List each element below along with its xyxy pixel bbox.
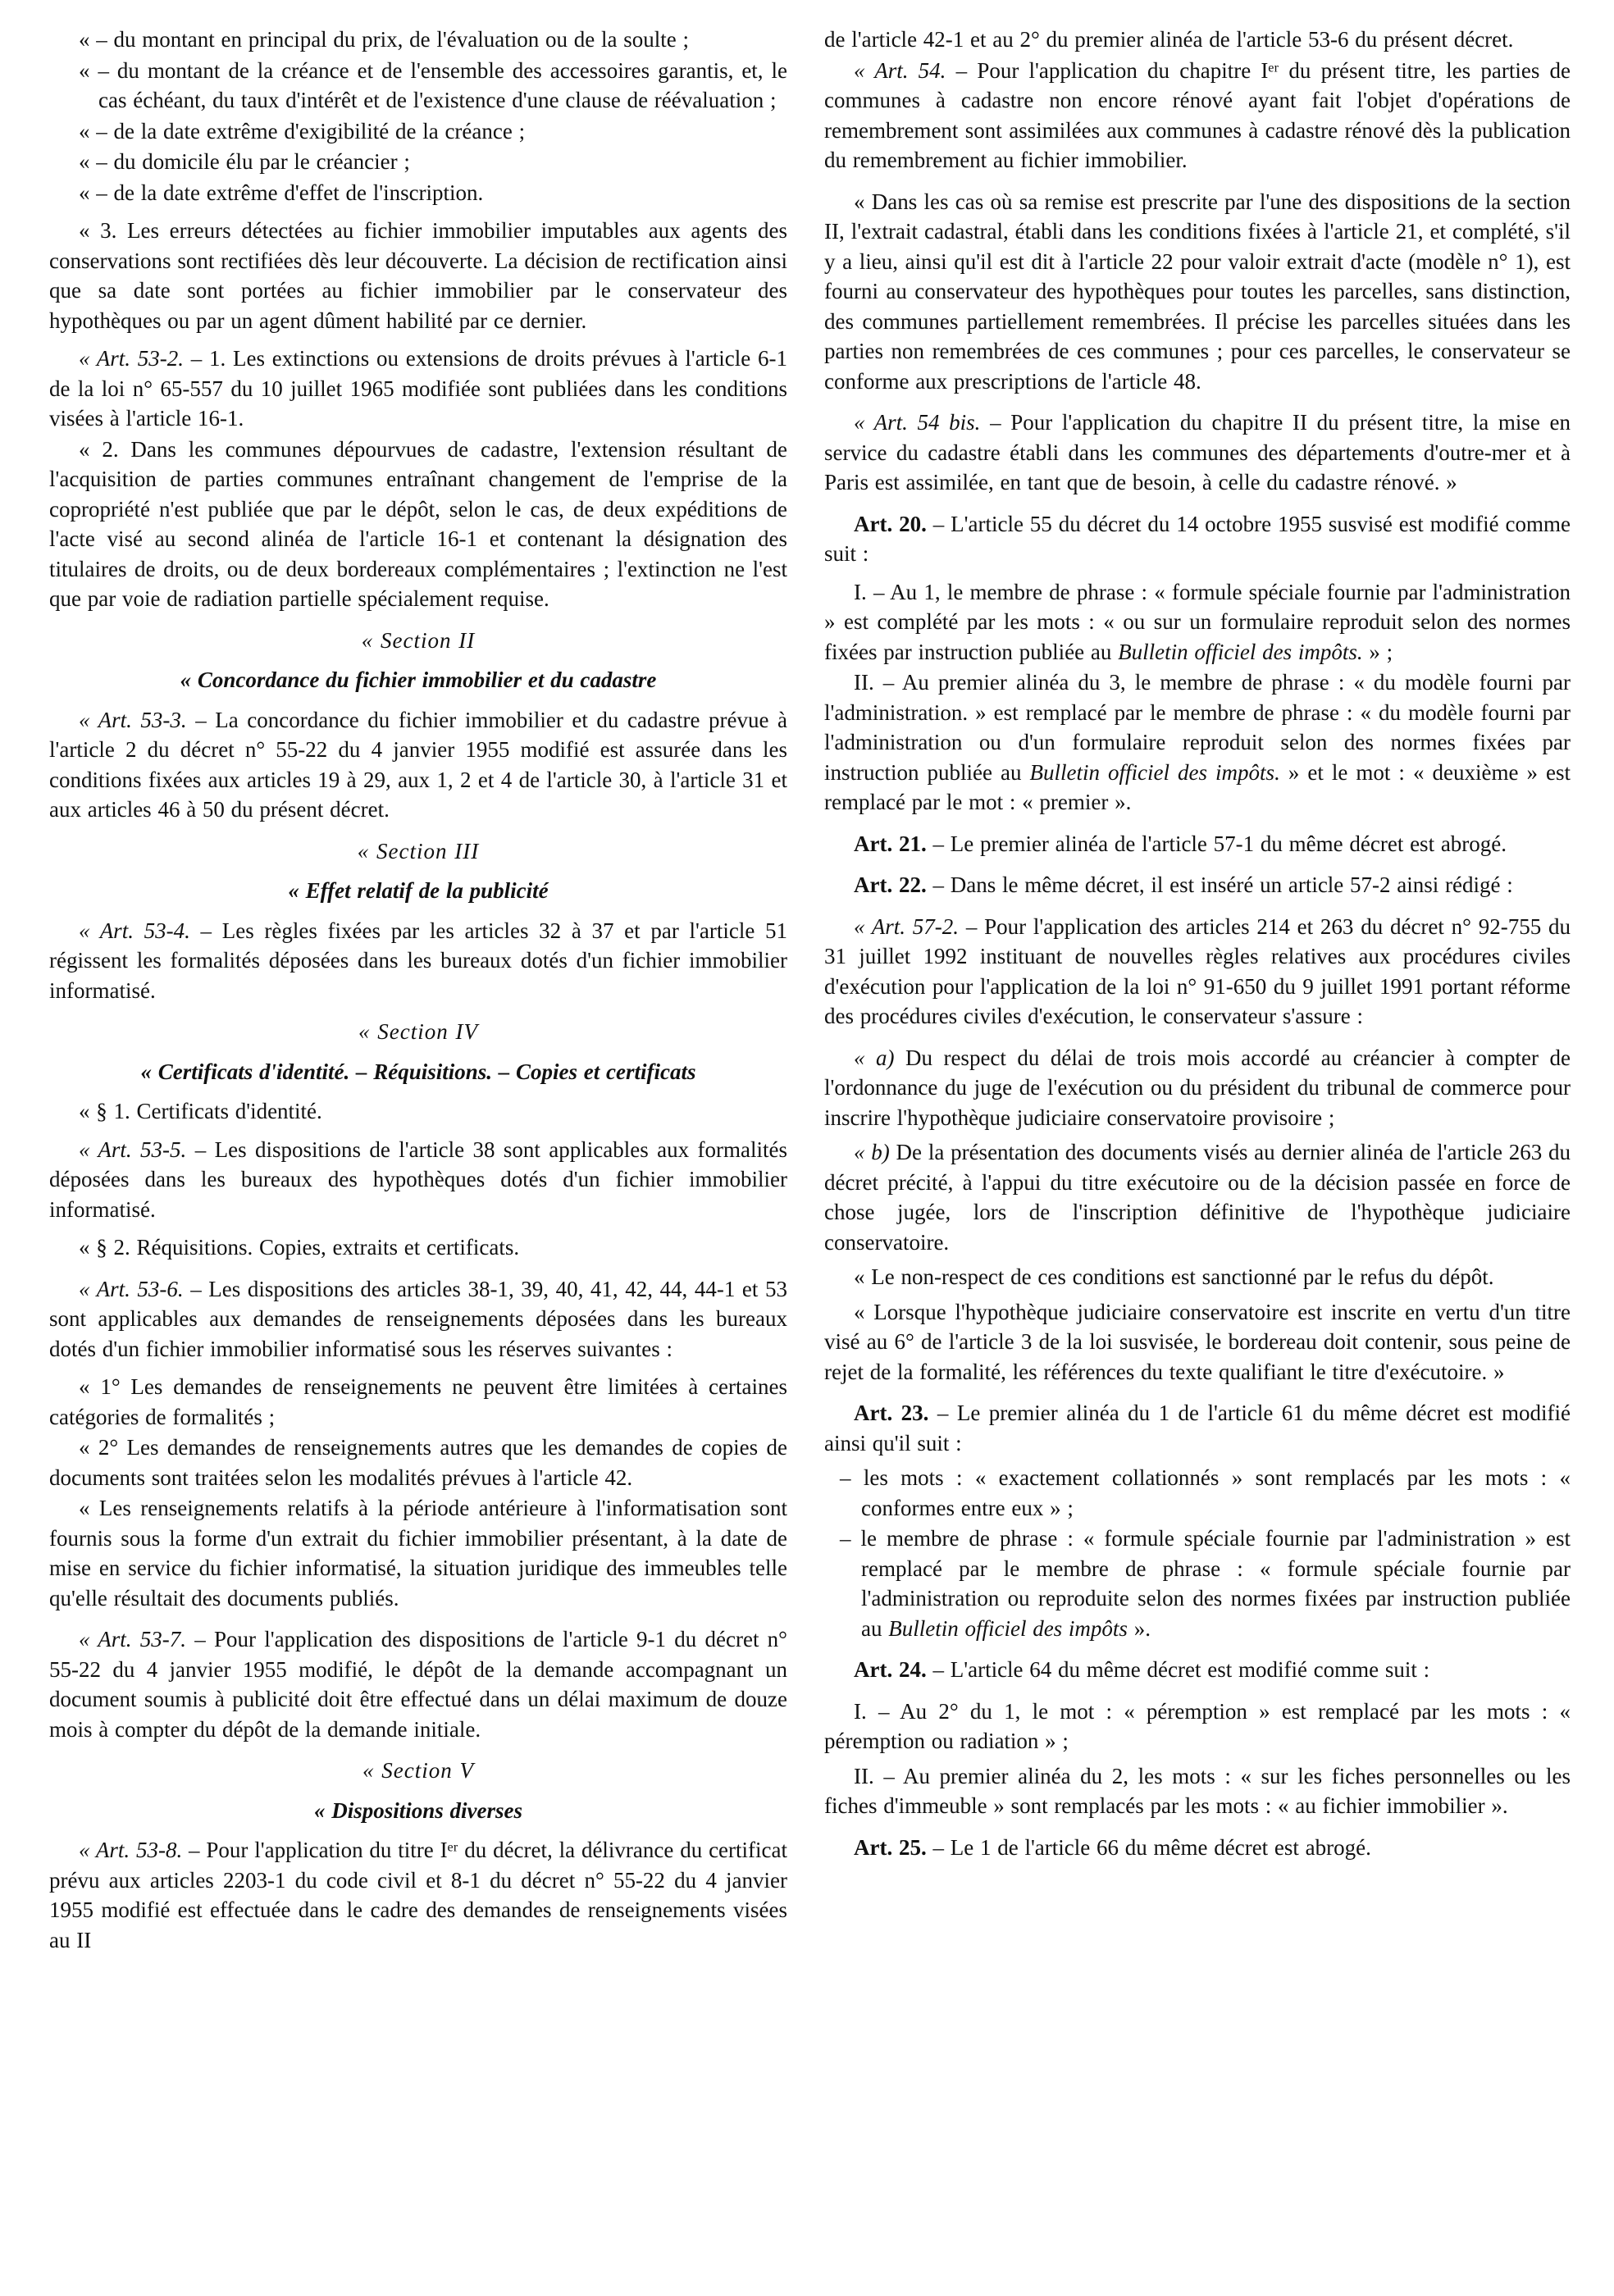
article-label: Art. 20. <box>854 511 927 536</box>
paragraph: I. – Au 2° du 1, le mot : « péremption » est remplacé par les mots : « péremption ou radiation » ; <box>824 1698 1571 1753</box>
article-label: Art. 24. <box>854 1657 927 1682</box>
article-25 <box>824 1833 1571 1863</box>
article-text: – Pour l'application du chapitre II du présent titre, la mise en service du cadastre établi dans les communes des départements d'outre-mer et à Paris est assimilée, en tant que de besoin, à celle du cadastre rénové. » <box>824 410 1571 494</box>
section-heading: « Section IV <box>358 1019 478 1044</box>
article-text: – Le premier alinéa de l'article 57-1 du même décret est abrogé. <box>926 831 1507 856</box>
list-item: « – du montant de la créance et de l'ensemble des accessoires garantis, et, le cas échéant, du taux d'intérêt et de l'existence d'une clause de réévaluation ; <box>79 57 787 112</box>
text-run: I. – Au 1, le membre de phrase : « formule spéciale fournie par l'administration » est complété par les mots : « ou sur un formulaire reproduit selon des normes fixées par instruction publiée au <box>824 579 1571 664</box>
article-label: Art. 23. <box>854 1401 929 1425</box>
paragraph: « 2. Dans les communes dépourvues de cadastre, l'extension résultant de l'acquisition de parties communes entraînant changement de l'emprise de la copropriété n'est publiée que par le dépôt, selon le cas, de deux expéditions de l'acte visé au second alinéa de l'article 16-1 et contenant la désignation des titulaires de droits, ou de deux bordereaux complémentaires ; l'extinction ne l'est que par voie de radiation partielle spécialement requise. <box>49 436 787 611</box>
article-text: – 1. Les extinctions ou extensions de droits prévues à l'article 6-1 de la loi n° 65-557 du 10 juillet 1965 modifiée sont publiées dans les conditions visées à l'article 16-1. <box>49 346 787 430</box>
list-item: – les mots : « exactement collationnés » sont remplacés par les mots : « conformes entre eux » ; <box>840 1465 1571 1520</box>
article-text: – Pour l'application des articles 214 et 263 du décret n° 92-755 du 31 juillet 1992 instituant de nouvelles règles relatives aux procédures civiles d'exécution pour l'application de la loi n° 91-650 du 9 juillet 1991 portant réforme des procédures civiles d'exécution, le conservateur s'assure : <box>824 913 1571 1028</box>
article-text: – Les dispositions des articles 38-1, 39, 40, 41, 42, 44, 44-1 et 53 sont applicables aux demandes de renseignements déposées dans les bureaux dotés d'un fichier immobilier informatisé sous les réserves suivantes : <box>49 1276 787 1361</box>
section-heading: « Section V <box>362 1758 474 1783</box>
article-text: – Pour l'application du titre Iᵉʳ du décret, la délivrance du certificat prévu aux articles 2203-1 du code civil et 8-1 du décret n° 55-22 du 4 janvier 1955 modifié est effectuée dans le cadre des demandes de renseignements visées au II <box>49 1838 787 1952</box>
article-label: « Art. 53-8. <box>79 1838 183 1862</box>
paragraph: II. – Au premier alinéa du 2, les mots : « sur les fiches personnelles ou les fiches d'immeuble » sont remplacés par les mots : « au fichier immobilier ». <box>824 1763 1571 1818</box>
text-run-italic: Bulletin officiel des impôts. <box>1118 639 1363 664</box>
article-text: – Les dispositions de l'article 38 sont applicables aux formalités déposées dans les bureaux des hypothèques dotés d'un fichier immobilier informatisé. <box>49 1137 787 1222</box>
article-label: « Art. 57-2. <box>854 913 960 939</box>
paragraph: « 3. Les erreurs détectées au fichier immobilier imputables aux agents des conservations sont rectifiées dès leur découverte. La décision de rectification ainsi que sa date sont portées au fichier immobilier par le conservateur des hypothèques ou par un agent dûment habilité par ce dernier. <box>49 218 787 333</box>
list-item: « – de la date extrême d'exigibilité de la créance ; <box>79 118 526 144</box>
article-text: – La concordance du fichier immobilier et du cadastre prévue à l'article 2 du décret n° 55-22 du 4 janvier 1955 modifié est assurée dans les conditions fixées aux articles 19 à 29, aux 1, 2 et 4 de l'article 30, à l'article 31 et aux articles 46 à 50 du présent décret. <box>49 707 787 822</box>
list-item: « – du montant en principal du prix, de l'évaluation ou de la soulte ; <box>79 27 689 52</box>
article-text: – L'article 55 du décret du 14 octobre 1955 susvisé est modifié comme suit : <box>824 511 1571 566</box>
article-text: – Pour l'application des dispositions de l'article 9-1 du décret n° 55-22 du 4 janvier 1955 modifié, le dépôt de la demande accompagnant un document soumis à publicité doit être effectué dans un délai maximum de douze mois à compter du dépôt de la demande initiale. <box>49 1627 787 1742</box>
list-item: « – du domicile élu par le créancier ; <box>79 149 410 174</box>
article-text: – Dans le même décret, il est inséré un article 57-2 ainsi rédigé : <box>926 872 1513 897</box>
right-column <box>824 25 1571 1874</box>
text-run: » et le mot : « deuxième » est remplacé par le mot : « premier ». <box>824 759 1571 814</box>
article-54 <box>824 56 1571 175</box>
item-label: « a) <box>854 1045 895 1070</box>
article-label: « Art. 53-7. <box>79 1627 186 1651</box>
article-24 <box>824 1655 1571 1685</box>
paragraph: « Lorsque l'hypothèque judiciaire conservatoire est inscrite en vertu d'un titre visé au 6° de l'article 3 de la loi susvisée, le bordereau doit contenir, sous peine de rejet de la formalité, les références du texte qualifiant le titre d'exécutoire. » <box>824 1299 1571 1384</box>
article-23 <box>824 1398 1571 1458</box>
article-53-8 <box>49 1835 787 1955</box>
article-text: – Les règles fixées par les articles 32 à 37 et par l'article 51 régissent les formalités déposées dans les bureaux dotés d'un fichier immobilier informatisé. <box>49 918 787 1003</box>
paragraph <box>824 577 1571 667</box>
article-54-bis <box>824 408 1571 498</box>
left-column <box>49 25 787 1966</box>
section-heading: « Section III <box>357 838 480 863</box>
article-text: – Le 1 de l'article 66 du même décret est abrogé. <box>926 1834 1371 1860</box>
article-20 <box>824 509 1571 569</box>
item-label: « b) <box>854 1140 890 1164</box>
item-text: De la présentation des documents visés au dernier alinéa de l'article 263 du décret précité, à l'appui du titre exécutoire ou de la décision passée en force de chose jugée, lors de l'inscription définitive de l'hypothèque judiciaire conservatoire. <box>824 1140 1571 1255</box>
paragraph: « § 2. Réquisitions. Copies, extraits et certificats. <box>79 1235 520 1260</box>
section-title: « Certificats d'identité. – Réquisitions. – Copies et certificats <box>140 1059 696 1084</box>
article-text: – Le premier alinéa du 1 de l'article 61 du même décret est modifié ainsi qu'il suit : <box>824 1401 1571 1456</box>
article-57-2 <box>824 912 1571 1032</box>
article-22 <box>824 870 1571 900</box>
article-label: Art. 21. <box>854 831 927 856</box>
article-53-6 <box>49 1274 787 1364</box>
paragraph: « Les renseignements relatifs à la période antérieure à l'informatisation sont fournis sous la forme d'un extrait du fichier immobilier présentant, à la date de mise en service du fichier informatisé, la situation juridique des immeubles telle qu'elle résultait des documents publiés. <box>49 1496 787 1610</box>
section-title: « Concordance du fichier immobilier et du cadastre <box>180 667 657 692</box>
article-53-7 <box>49 1624 787 1744</box>
article-label: Art. 22. <box>854 872 927 897</box>
article-53-4 <box>49 916 787 1006</box>
paragraph <box>824 667 1571 818</box>
paragraph: « Le non-respect de ces conditions est sanctionné par le refus du dépôt. <box>854 1264 1494 1289</box>
article-53-5 <box>49 1135 787 1225</box>
paragraph <box>824 1137 1571 1257</box>
text-run: – le membre de phrase : « formule spéciale fournie par l'administration » est remplacé par le membre de phrase : « formule spéciale fournie par l'administration ou reproduite selon des normes fixées par instruction publiée au <box>840 1526 1571 1641</box>
article-21 <box>824 829 1571 859</box>
section-heading: « Section II <box>361 627 476 653</box>
paragraph: « Dans les cas où sa remise est prescrite par l'une des dispositions de la section II, l'extrait cadastral, établi dans les conditions fixées à l'article 21, et complété, s'il y a lieu, ainsi qu'il est dit à l'article 22 pour valoir extrait d'acte (modèle n° 1), est fourni au conservateur des hypothèques pour toutes les parcelles, sans distinction, des communes partiellement remembrées. Il précise les parcelles situées dans les parties non remembrées de ces communes ; pour ces parcelles, le conservateur se conforme aux prescriptions de l'article 48. <box>824 189 1571 394</box>
section-title: « Dispositions diverses <box>313 1797 523 1823</box>
article-label: « Art. 53-5. <box>79 1137 187 1162</box>
section-title: « Effet relatif de la publicité <box>288 878 549 903</box>
paragraph: « § 1. Certificats d'identité. <box>79 1099 322 1123</box>
article-label: « Art. 53-6. <box>79 1276 184 1301</box>
text-run-italic: Bulletin officiel des impôts. <box>1029 759 1280 785</box>
paragraph <box>824 1043 1571 1133</box>
paragraph: « 1° Les demandes de renseignements ne peuvent être limitées à certaines catégories de formalités ; <box>49 1374 787 1429</box>
article-53-2 <box>49 344 787 434</box>
list-item <box>824 1524 1571 1643</box>
list-item: « – de la date extrême d'effet de l'inscription. <box>79 180 484 205</box>
text-run: » ; <box>1362 639 1393 664</box>
paragraph: de l'article 42-1 et au 2° du premier alinéa de l'article 53-6 du présent décret. <box>824 27 1514 52</box>
article-53-3 <box>49 705 787 825</box>
item-text: Du respect du délai de trois mois accordé au créancier à compter de l'ordonnance du juge de l'exécution ou du président du tribunal de commerce pour inscrire l'hypothèque judiciaire conservatoire provisoire ; <box>824 1045 1571 1130</box>
article-text: – L'article 64 du même décret est modifié comme suit : <box>926 1657 1430 1682</box>
article-label: « Art. 54 bis. <box>854 410 981 435</box>
text-run: II. – Au premier alinéa du 3, le membre de phrase : « du modèle fourni par l'administration. » est remplacé par le membre de phrase : « du modèle fourni par l'administration ou d'un formulaire reproduit selon des normes fixées par instruction publiée au <box>824 670 1571 785</box>
article-label: « Art. 53-3. <box>79 707 187 732</box>
article-label: « Art. 53-4. <box>79 918 190 943</box>
article-label: Art. 25. <box>854 1834 927 1860</box>
article-label: « Art. 53-2. <box>79 346 185 371</box>
article-label: « Art. 54. <box>854 57 946 83</box>
article-text: – Pour l'application du chapitre Iᵉʳ du présent titre, les parties de communes à cadastre non encore rénové ayant fait l'objet d'opérations de remembrement sont assimilées aux communes à cadastre rénové dès la publication du remembrement au fichier immobilier. <box>824 57 1571 172</box>
paragraph: « 2° Les demandes de renseignements autres que les demandes de copies de documents sont traitées selon les modalités prévues à l'article 42. <box>49 1435 787 1490</box>
text-run: ». <box>1127 1615 1151 1641</box>
text-run-italic: Bulletin officiel des impôts <box>888 1615 1128 1641</box>
